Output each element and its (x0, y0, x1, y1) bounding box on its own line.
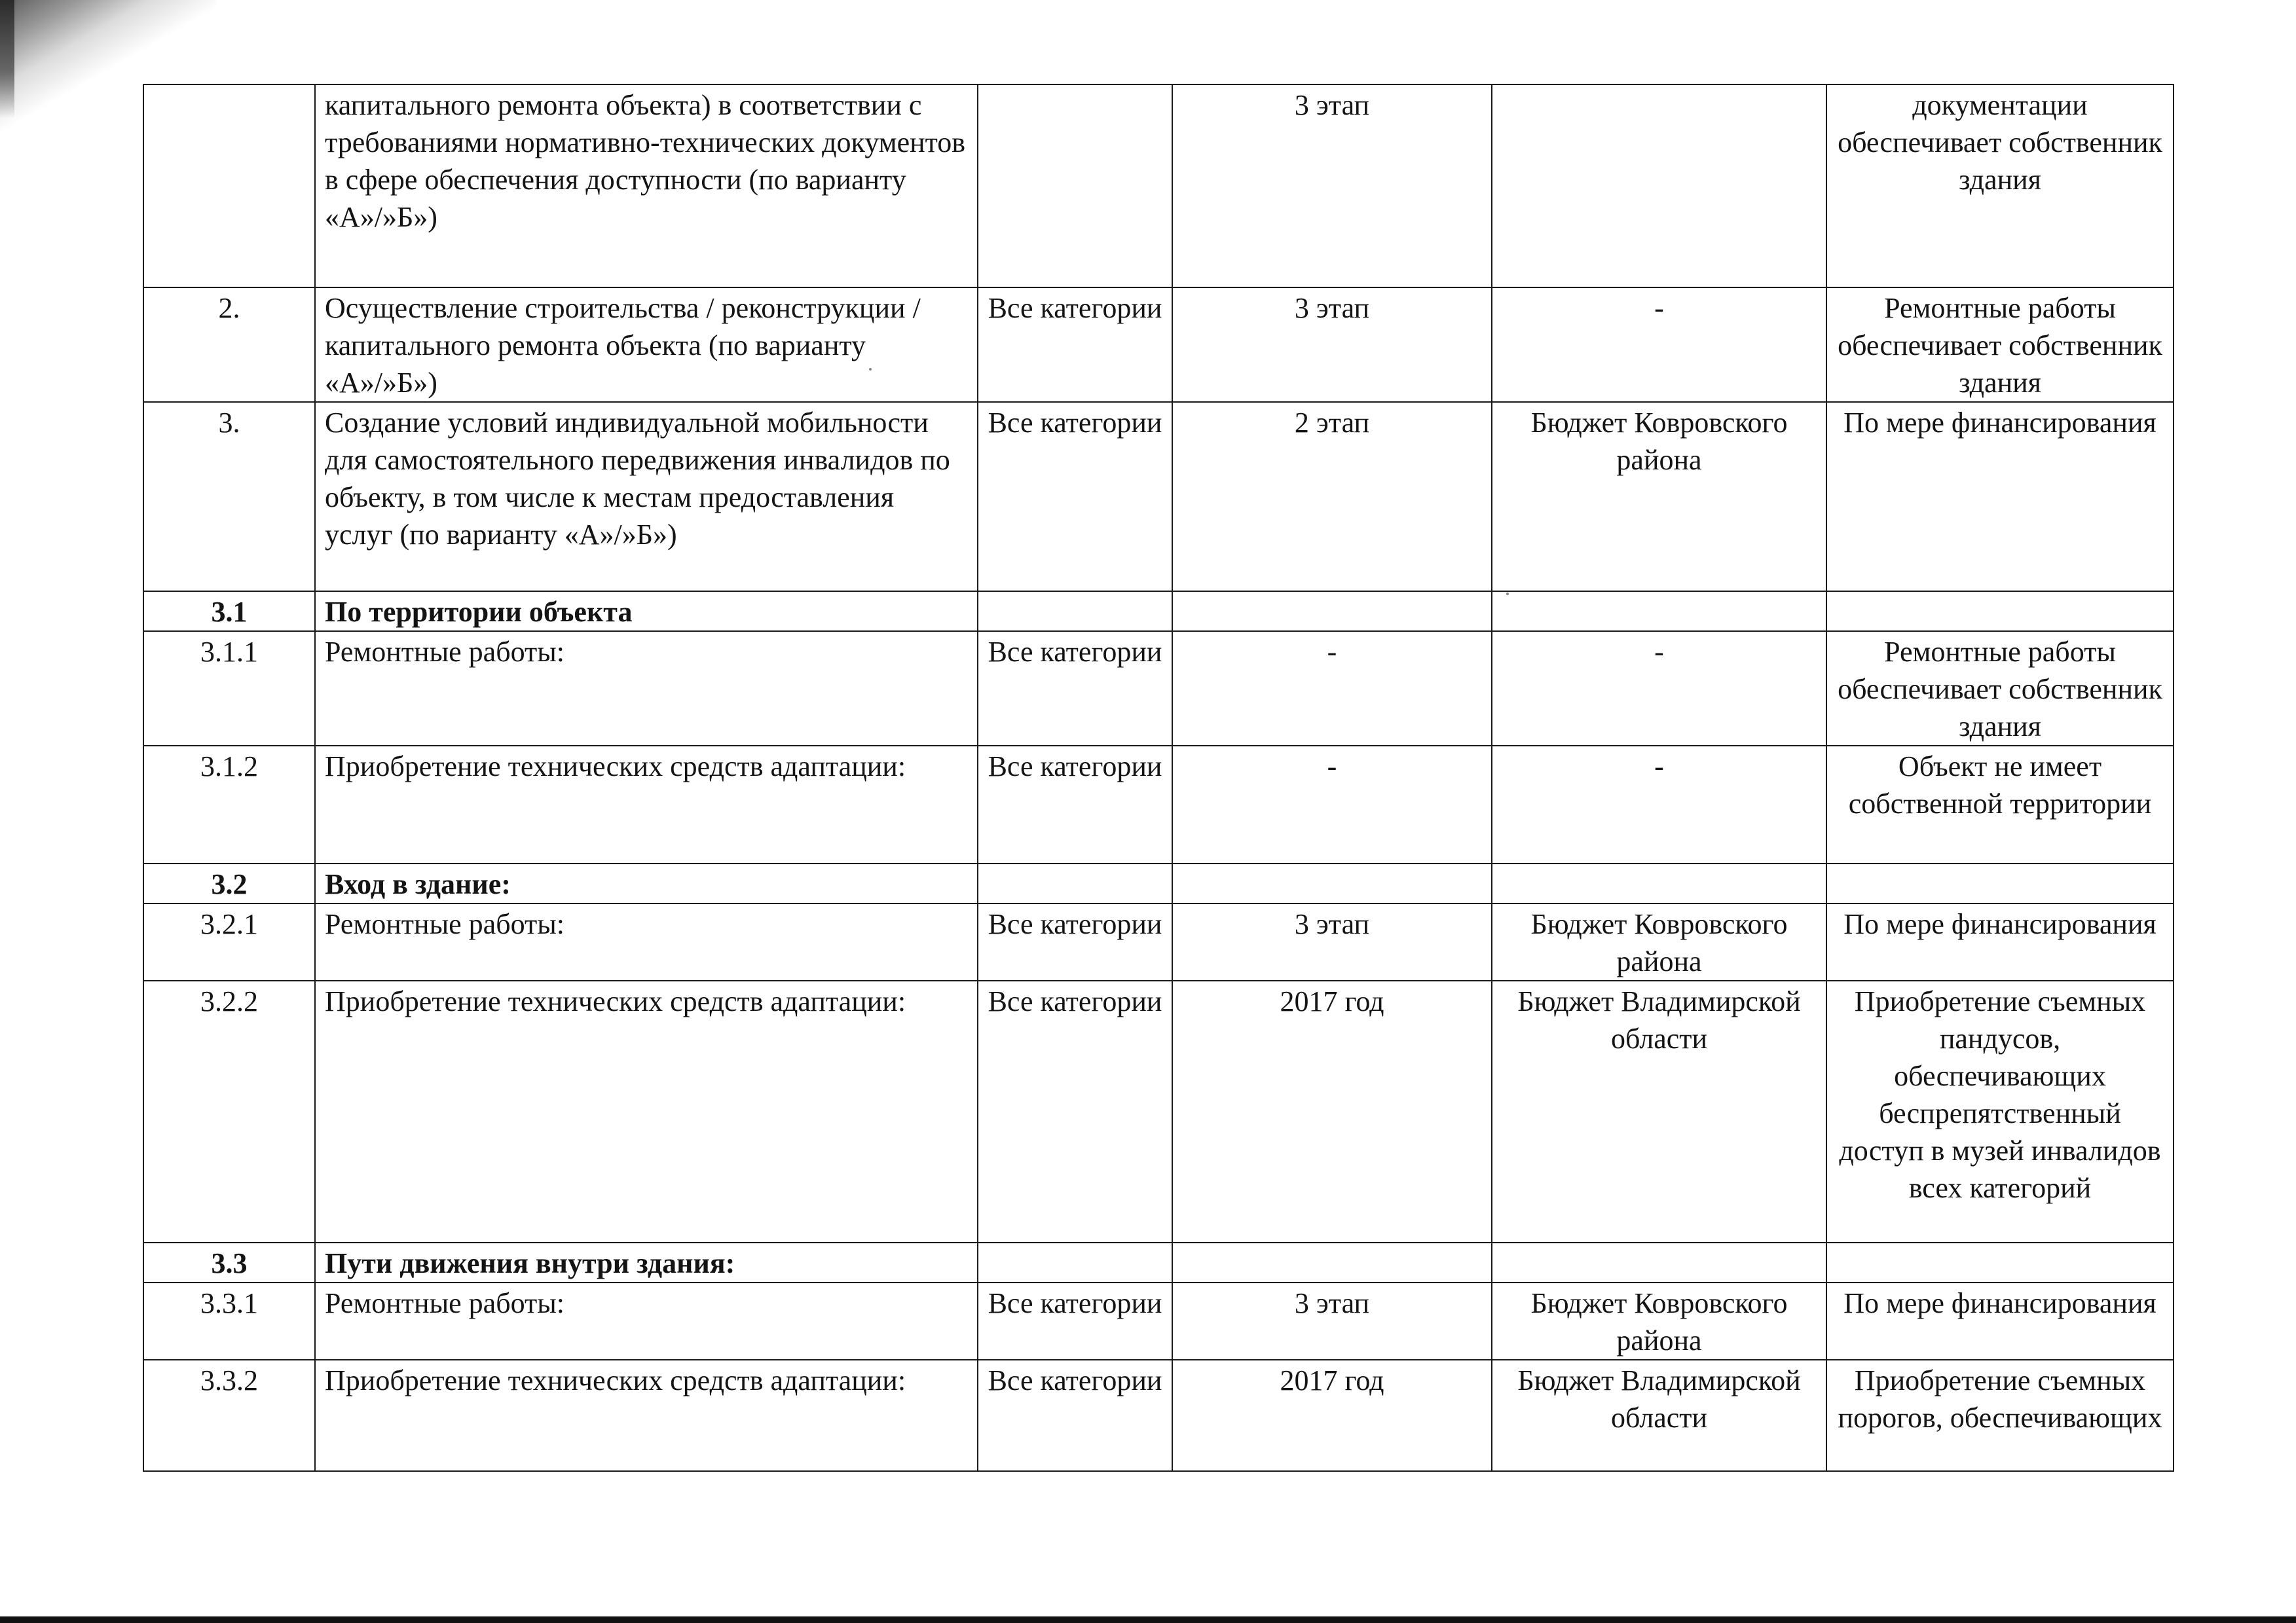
note: Ремонтные работы обеспечивает собственник здания (1826, 631, 2174, 746)
measure-name: Осуществление строительства / реконструкции / капитального ремонта объекта (по варианту «А»/»Б») (315, 287, 978, 402)
funding-source: - (1492, 746, 1826, 864)
row-number: 3. (143, 402, 315, 591)
funding-source: Бюджет Владимирской области (1492, 981, 1826, 1243)
row-number: 3.3.1 (143, 1283, 315, 1360)
implementation-stage: 2 этап (1172, 402, 1492, 591)
disability-category: Все категории (978, 631, 1172, 746)
measures-table (143, 84, 2174, 1472)
measure-name: Приобретение технических средств адаптации: (315, 1360, 978, 1471)
row-number: 3.2.1 (143, 903, 315, 981)
scan-edge-shadow (0, 0, 14, 118)
note: Ремонтные работы обеспечивает собственник здания (1826, 287, 2174, 402)
disability-category (978, 84, 1172, 287)
measure-name: Ремонтные работы: (315, 903, 978, 981)
table-row (143, 631, 2174, 746)
funding-source: Бюджет Ковровского района (1492, 903, 1826, 981)
funding-source: - (1492, 287, 1826, 402)
note: Приобретение съемных порогов, обеспечивающих (1826, 1360, 2174, 1471)
funding-source: Бюджет Владимирской области (1492, 1360, 1826, 1471)
implementation-stage (1172, 864, 1492, 903)
disability-category: Все категории (978, 981, 1172, 1243)
row-number: 3.1.1 (143, 631, 315, 746)
note: Приобретение съемных пандусов, обеспечивающих беспрепятственный доступ в музей инвалидов всех категорий (1826, 981, 2174, 1243)
section-row (143, 1243, 2174, 1283)
row-number (143, 84, 315, 287)
disability-category: Все категории (978, 402, 1172, 591)
measure-name: Ремонтные работы: (315, 631, 978, 746)
implementation-stage: - (1172, 746, 1492, 864)
row-number: 2. (143, 287, 315, 402)
table-row (143, 981, 2174, 1243)
implementation-stage: 2017 год (1172, 1360, 1492, 1471)
funding-source: Бюджет Ковровского района (1492, 1283, 1826, 1360)
note: Объект не имеет собственной территории (1826, 746, 2174, 864)
implementation-stage (1172, 591, 1492, 631)
section-number: 3.2 (143, 864, 315, 903)
table-row (143, 903, 2174, 981)
disability-category: Все категории (978, 287, 1172, 402)
scan-bottom-edge (0, 1616, 2296, 1623)
funding-source (1492, 1243, 1826, 1283)
row-number: 3.2.2 (143, 981, 315, 1243)
funding-source: Бюджет Ковровского района (1492, 402, 1826, 591)
note (1826, 864, 2174, 903)
implementation-stage: 2017 год (1172, 981, 1492, 1243)
implementation-stage (1172, 1243, 1492, 1283)
implementation-stage: 3 этап (1172, 84, 1492, 287)
note: По мере финансирования (1826, 402, 2174, 591)
table-row (143, 746, 2174, 864)
funding-source (1492, 84, 1826, 287)
note (1826, 591, 2174, 631)
section-number: 3.3 (143, 1243, 315, 1283)
implementation-stage: 3 этап (1172, 1283, 1492, 1360)
disability-category: Все категории (978, 903, 1172, 981)
row-number: 3.3.2 (143, 1360, 315, 1471)
row-number: 3.1.2 (143, 746, 315, 864)
note: документации обеспечивает собственник здания (1826, 84, 2174, 287)
implementation-stage: 3 этап (1172, 287, 1492, 402)
section-number: 3.1 (143, 591, 315, 631)
section-title: Вход в здание: (315, 864, 978, 903)
table-row (143, 1283, 2174, 1360)
disability-category (978, 591, 1172, 631)
table-row (143, 402, 2174, 591)
funding-source (1492, 864, 1826, 903)
disability-category: Все категории (978, 1283, 1172, 1360)
measure-name: Приобретение технических средств адаптации: (315, 746, 978, 864)
disability-category (978, 1243, 1172, 1283)
table-row (143, 287, 2174, 402)
funding-source: - (1492, 631, 1826, 746)
note: По мере финансирования (1826, 1283, 2174, 1360)
section-title: По территории объекта (315, 591, 978, 631)
table-row (143, 84, 2174, 287)
disability-category: Все категории (978, 1360, 1172, 1471)
note: По мере финансирования (1826, 903, 2174, 981)
disability-category (978, 864, 1172, 903)
note (1826, 1243, 2174, 1283)
measure-name: Ремонтные работы: (315, 1283, 978, 1360)
measure-name: Создание условий индивидуальной мобильности для самостоятельного передвижения инвалидов по объекту, в том числе к местам предоставления услуг (по варианту «А»/»Б») (315, 402, 978, 591)
implementation-stage: - (1172, 631, 1492, 746)
table-row (143, 1360, 2174, 1471)
disability-category: Все категории (978, 746, 1172, 864)
implementation-stage: 3 этап (1172, 903, 1492, 981)
measure-name: капитального ремонта объекта) в соответствии с требованиями нормативно-технических документов в сфере обеспечения доступности (по варианту «А»/»Б») (315, 84, 978, 287)
section-row (143, 591, 2174, 631)
measure-name: Приобретение технических средств адаптации: (315, 981, 978, 1243)
section-row (143, 864, 2174, 903)
section-title: Пути движения внутри здания: (315, 1243, 978, 1283)
funding-source (1492, 591, 1826, 631)
